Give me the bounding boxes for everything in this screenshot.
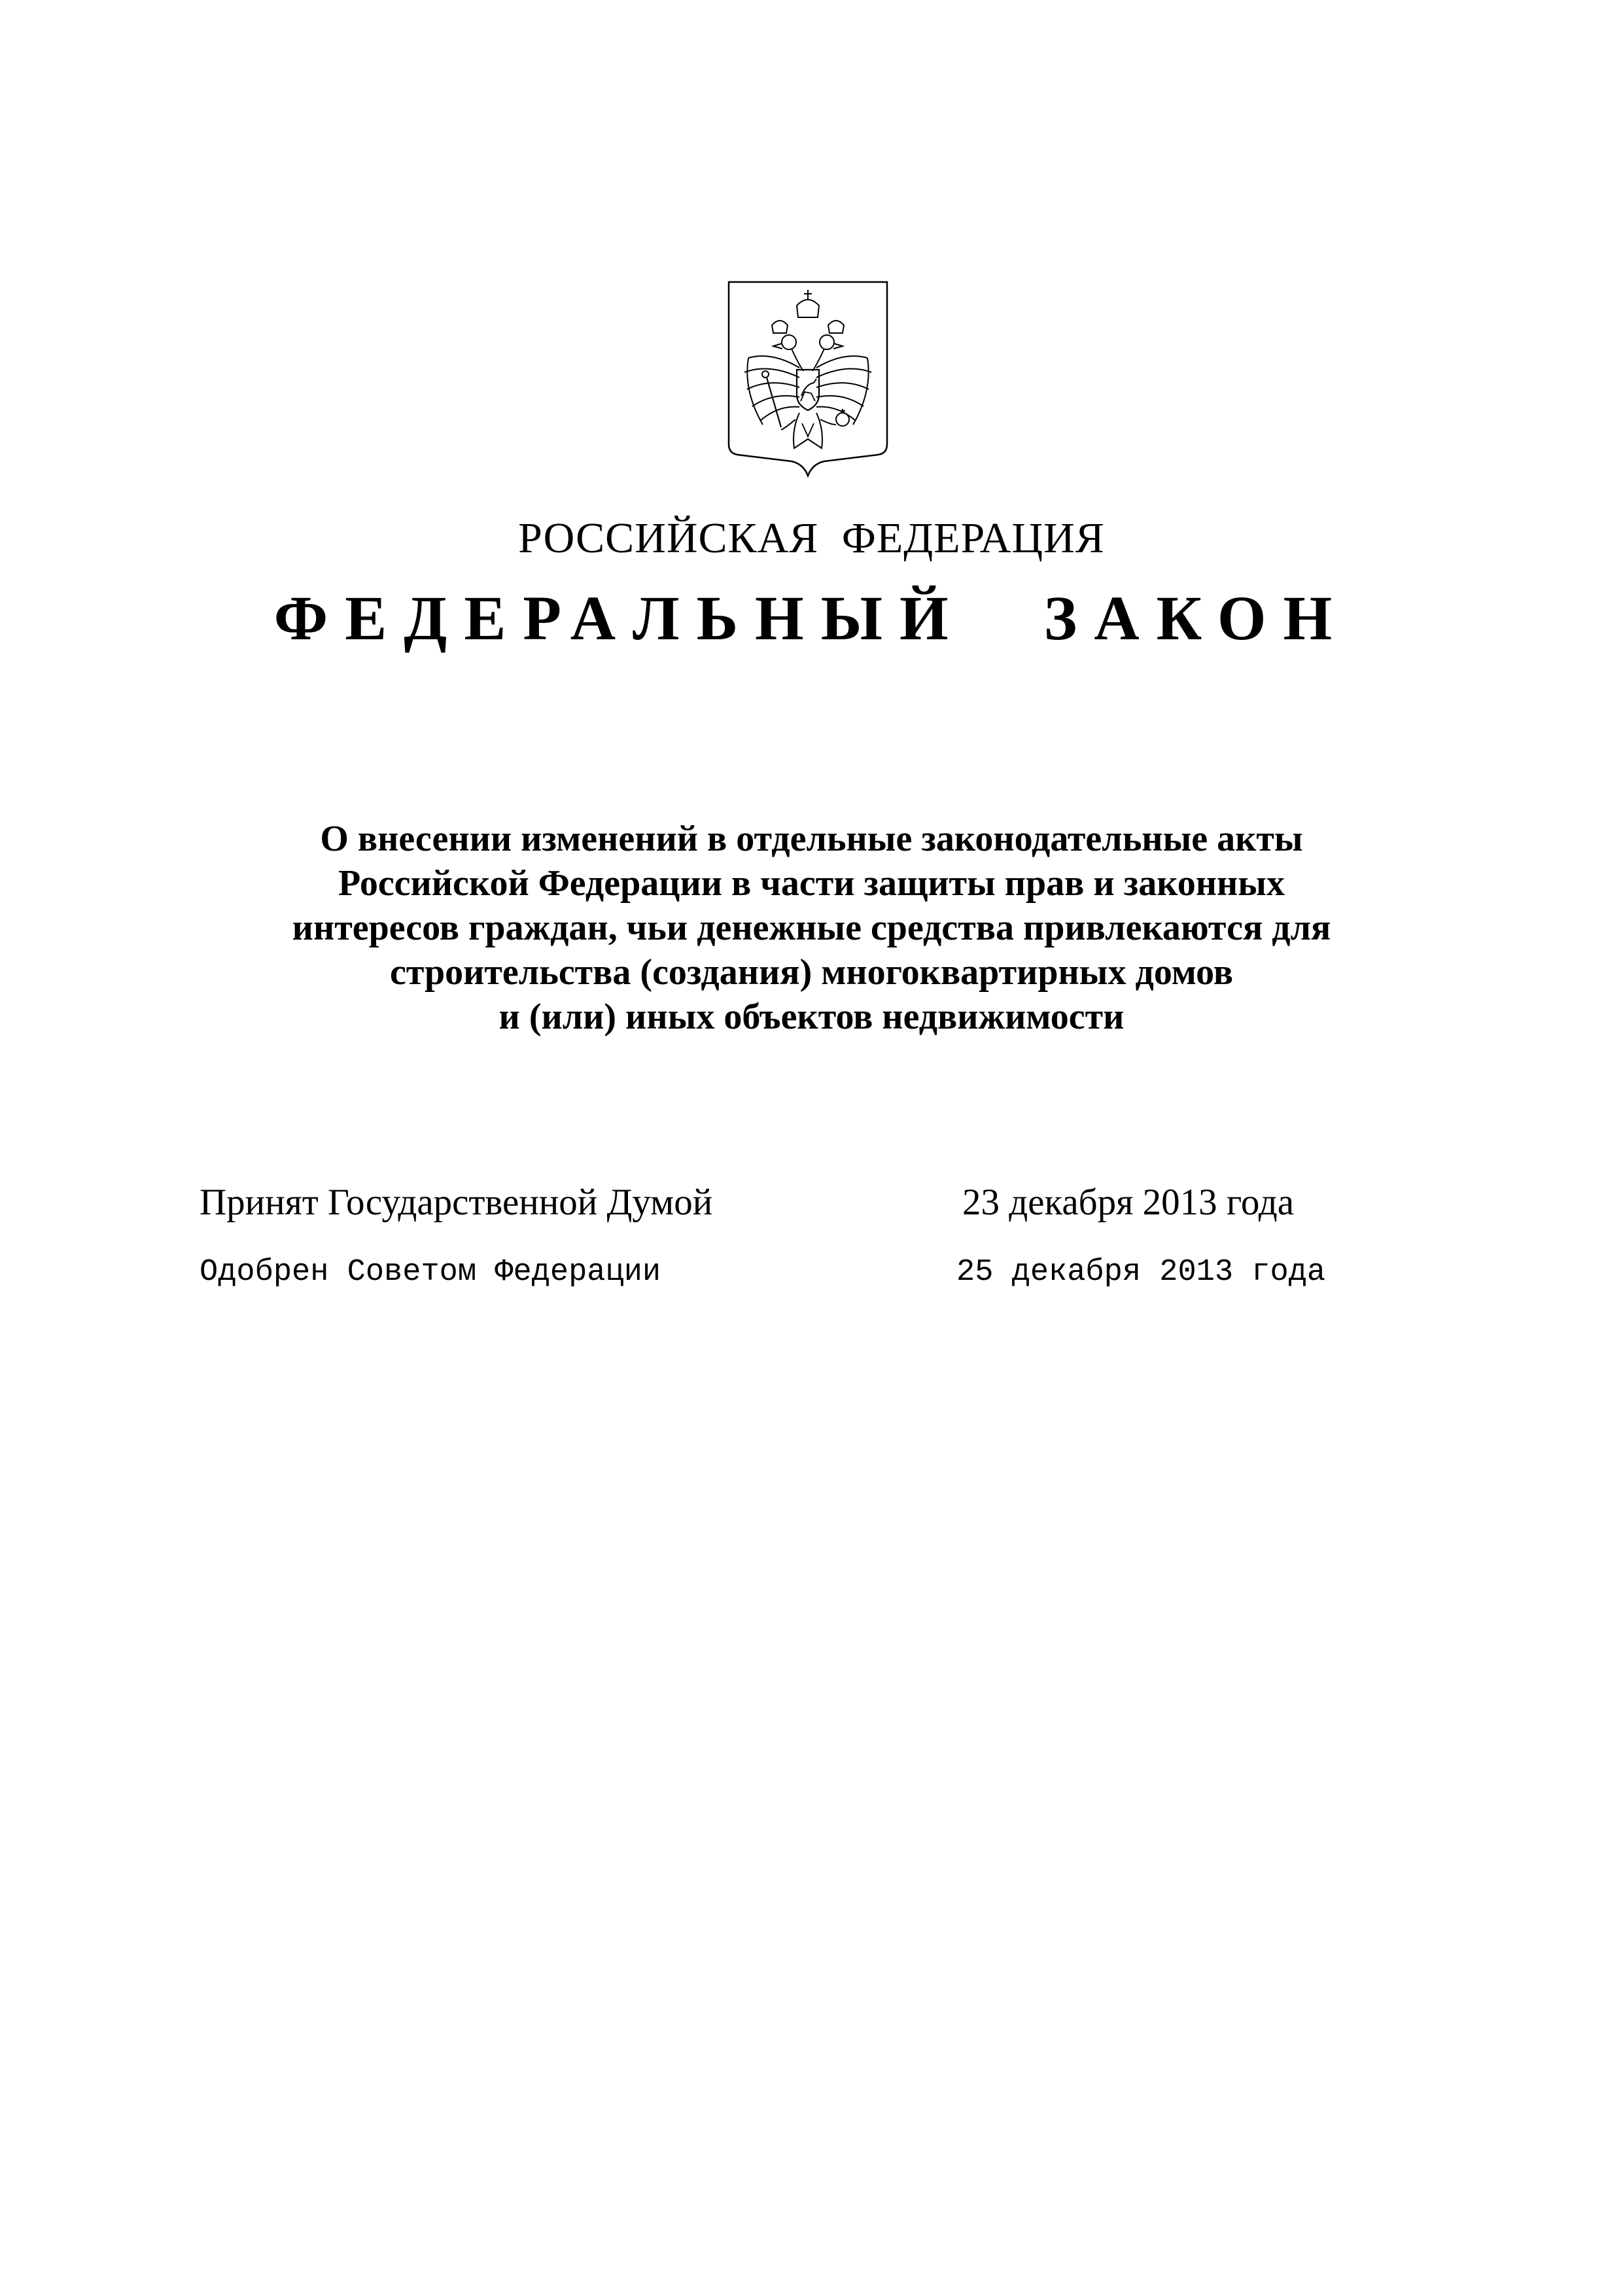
law-title-line: строительства (создания) многоквартирных домов xyxy=(389,952,1234,993)
law-title-line: интересов граждан, чьи денежные средства привлекаются для xyxy=(292,908,1331,948)
approval-duma-date: 23 декабря 2013 года xyxy=(962,1182,1295,1223)
approval-duma-label: Принят Государственной Думой xyxy=(200,1182,713,1223)
approval-duma xyxy=(200,1181,1377,1227)
approval-council xyxy=(200,1255,1377,1301)
coat-of-arms-icon xyxy=(726,279,890,479)
law-title-line: Российской Федерации в части защиты прав и законных xyxy=(338,863,1285,904)
document-type: ФЕДЕРАЛЬНЫЙ ЗАКОН xyxy=(273,583,1350,653)
law-title xyxy=(0,817,1623,1039)
approval-council-date: 25 декабря 2013 года xyxy=(956,1255,1326,1290)
law-title-line: О внесении изменений в отдельные законодательные акты xyxy=(320,819,1303,859)
law-title-line: и (или) иных объектов недвижимости xyxy=(498,997,1125,1037)
approval-council-label: Одобрен Советом Федерации xyxy=(200,1255,661,1290)
country-name: РОССИЙСКАЯ ФЕДЕРАЦИЯ xyxy=(518,514,1105,562)
